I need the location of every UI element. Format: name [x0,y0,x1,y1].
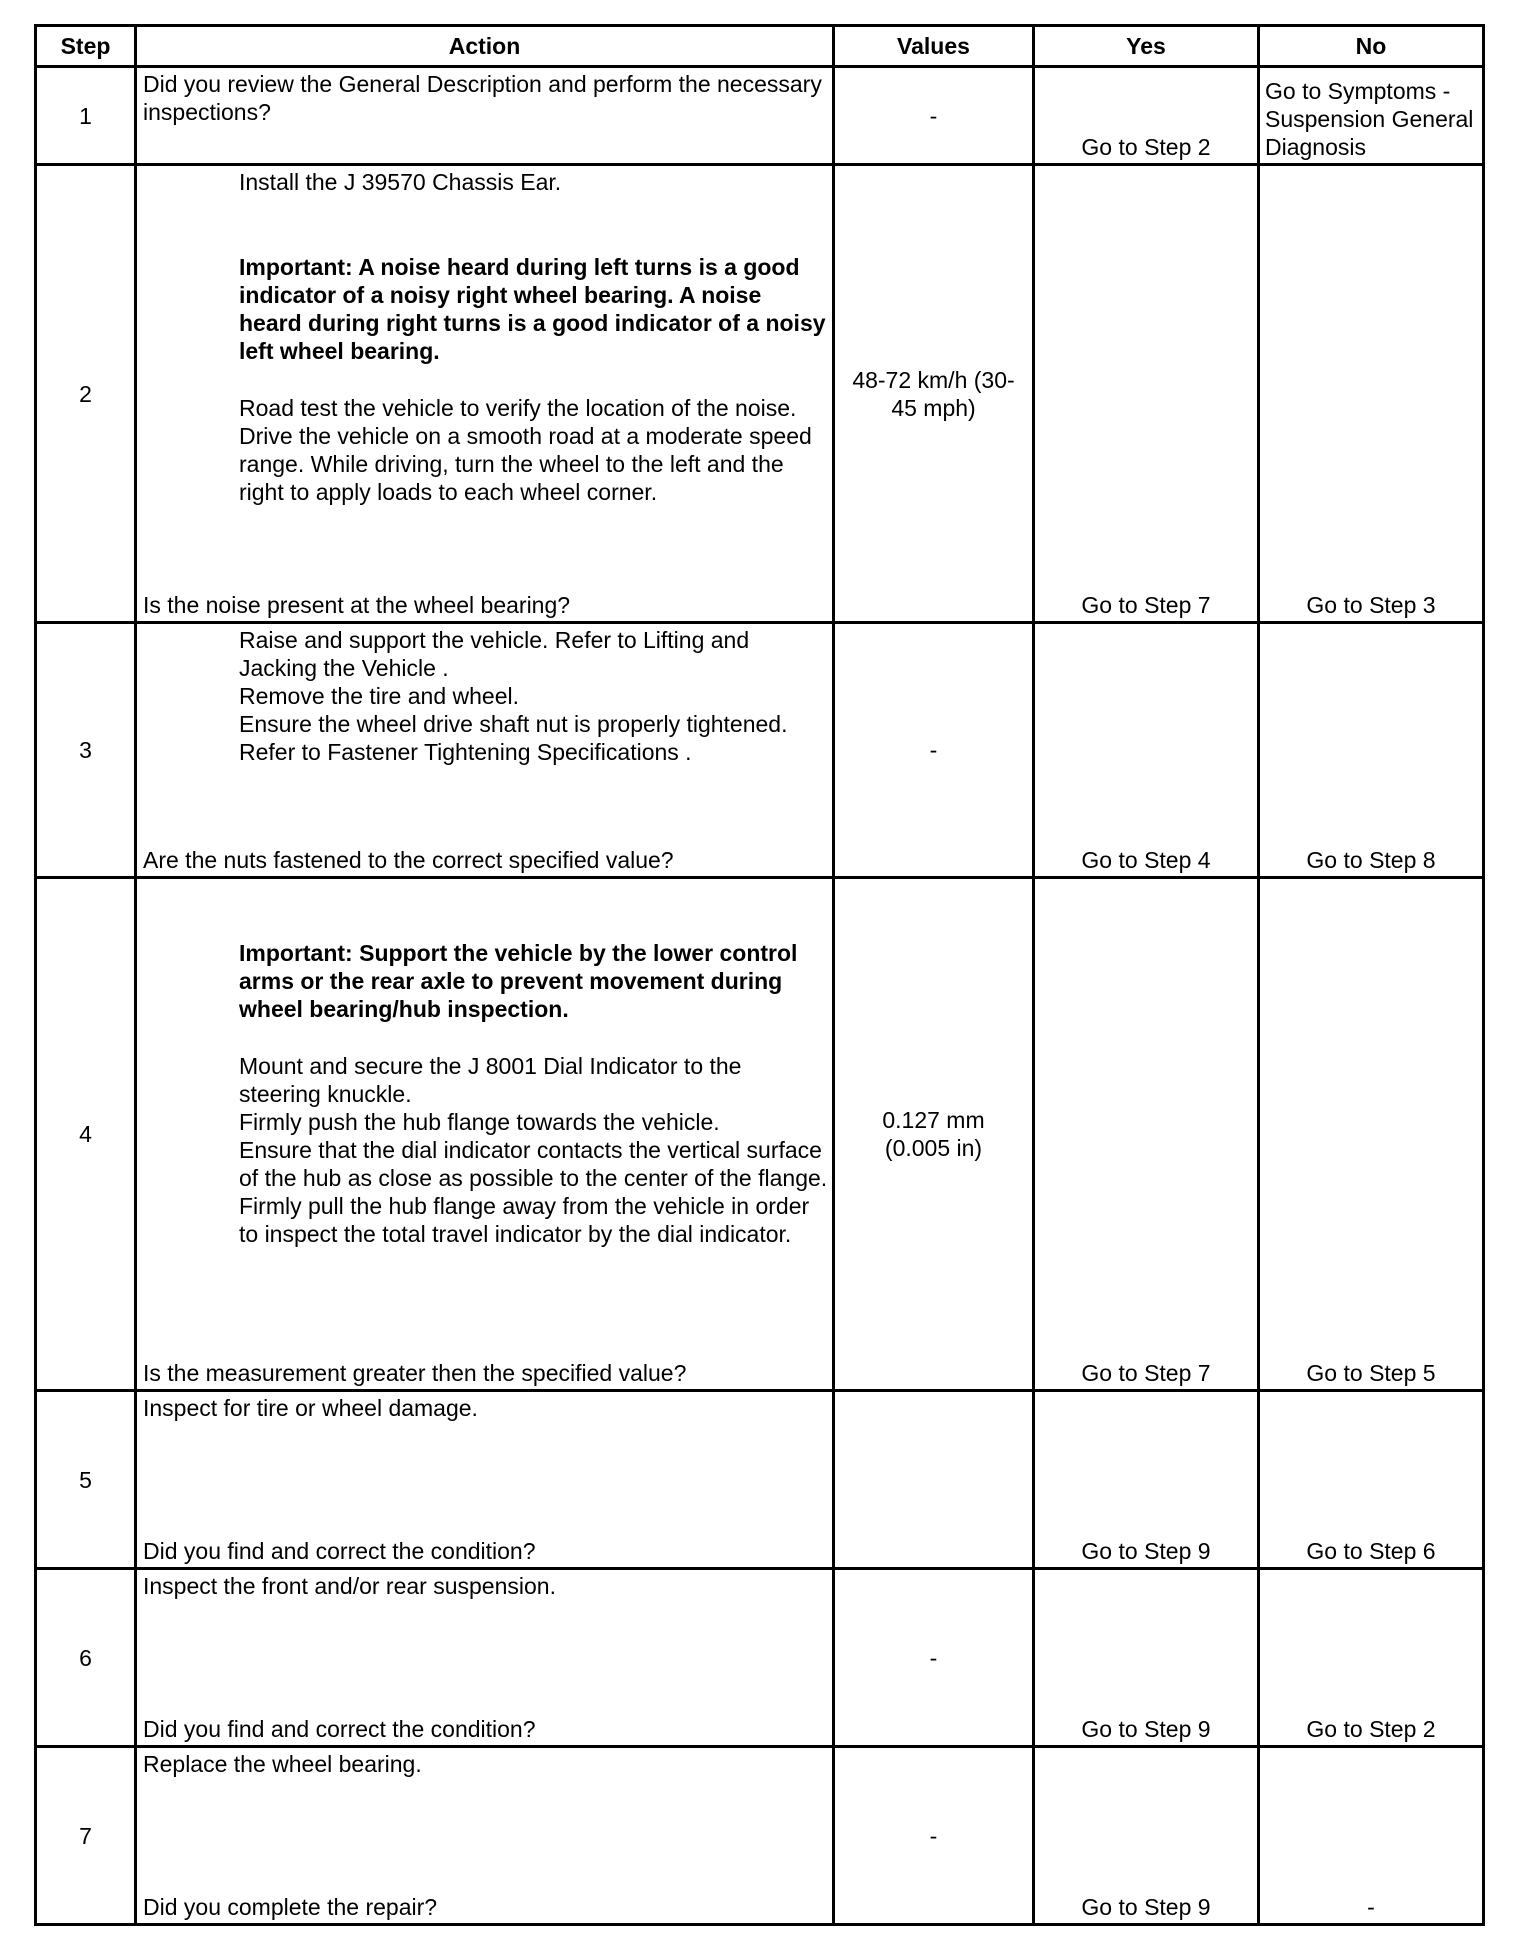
no-link: Go to Step 8 [1306,847,1436,873]
yes-cell [1034,67,1259,165]
yes-link: Go to Step 9 [1081,1894,1211,1920]
action-cell [136,1391,834,1569]
value-cell: - [834,1747,1034,1925]
action-cell [136,623,834,878]
no-link: Go to Step 3 [1306,592,1436,618]
yes-cell [1034,878,1259,1391]
instruction: Replace the wheel bearing. [143,1751,422,1777]
yes-link: Go to Step 9 [1081,1716,1211,1742]
instruction: Raise and support the vehicle. Refer to Lifting and Jacking the Vehicle . [239,627,750,681]
instruction: Firmly push the hub flange towards the vehicle. [239,1109,720,1135]
no-cell [1259,1569,1484,1747]
question-text: Is the measurement greater then the specified value? [143,1360,687,1386]
important-note: Important: Support the vehicle by the lower control arms or the rear axle to prevent movement during wheel bearing/hub inspection. [239,940,798,1022]
yes-link: Go to Step 2 [1081,134,1211,160]
no-cell [1259,1747,1484,1925]
table-row-step-2 [36,165,1484,623]
header-no: No [1259,26,1484,67]
yes-link: Go to Step 7 [1081,1360,1211,1386]
diagnostic-table [34,24,1485,1926]
no-link: Go to Step 6 [1306,1538,1436,1564]
value-text: 48-72 km/h (30-45 mph) [852,366,1015,421]
yes-cell [1034,1569,1259,1747]
value-cell [834,878,1034,1391]
action-cell [136,165,834,623]
no-cell [1259,1391,1484,1569]
question-text: Did you find and correct the condition? [143,1538,536,1564]
question-text: Did you complete the repair? [143,1894,438,1920]
table-row-step-6 [36,1569,1484,1747]
instruction: Firmly pull the hub flange away from the vehicle in order to inspect the total travel indicator by the dial indicator. [239,1193,810,1247]
no-link: Go to Symptoms - Suspension General Diagnosis [1265,78,1474,160]
value-text: 0.127 mm (0.005 in) [882,1107,985,1161]
header-yes: Yes [1034,26,1259,67]
instruction: Inspect the front and/or rear suspension. [143,1573,556,1599]
no-link: - [1367,1894,1375,1920]
instruction: Install the J 39570 Chassis Ear. [239,169,562,195]
header-step: Step [36,26,136,67]
value-cell [834,165,1034,623]
no-cell [1259,878,1484,1391]
action-cell [136,1747,834,1925]
header-row [36,26,1484,67]
value-cell: - [834,1569,1034,1747]
action-cell [136,67,834,165]
yes-cell [1034,1391,1259,1569]
instruction: Ensure that the dial indicator contacts the vertical surface of the hub as close as possible to the center of the flange. [239,1137,828,1191]
instruction: Remove the tire and wheel. [239,683,519,709]
question-text: Are the nuts fastened to the correct specified value? [143,847,674,873]
value-cell: - [834,67,1034,165]
question-text: Did you find and correct the condition? [143,1716,536,1742]
yes-cell [1034,623,1259,878]
value-cell: - [834,623,1034,878]
step-number: 5 [36,1391,136,1569]
no-link: Go to Step 2 [1306,1716,1436,1742]
no-cell [1259,165,1484,623]
step-number: 1 [36,67,136,165]
step-number: 3 [36,623,136,878]
instruction: Road test the vehicle to verify the location of the noise. Drive the vehicle on a smooth road at a moderate speed range. While driving, turn the wheel to the left and the right to apply loads to each wheel corner. [239,395,812,505]
action-cell [136,878,834,1391]
action-text: Did you review the General Description and perform the necessary inspections? [143,71,822,125]
yes-cell [1034,1747,1259,1925]
no-link: Go to Step 5 [1306,1360,1436,1386]
header-values: Values [834,26,1034,67]
yes-link: Go to Step 4 [1081,847,1211,873]
table-row-step-4 [36,878,1484,1391]
no-cell [1259,623,1484,878]
table-row-step-3 [36,623,1484,878]
no-cell [1259,67,1484,165]
question-text: Is the noise present at the wheel bearing? [143,592,571,618]
yes-cell [1034,165,1259,623]
header-action: Action [136,26,834,67]
table-row-step-5 [36,1391,1484,1569]
table-row-step-7 [36,1747,1484,1925]
yes-link: Go to Step 9 [1081,1538,1211,1564]
yes-link: Go to Step 7 [1081,592,1211,618]
action-cell [136,1569,834,1747]
step-number: 4 [36,878,136,1391]
important-note: Important: A noise heard during left turns is a good indicator of a noisy right wheel bearing. A noise heard during right turns is a good indicator of a noisy left wheel bearing. [239,254,826,364]
step-number: 2 [36,165,136,623]
table-row-step-1 [36,67,1484,165]
instruction: Mount and secure the J 8001 Dial Indicator to the steering knuckle. [239,1053,742,1107]
value-cell [834,1391,1034,1569]
instruction: Ensure the wheel drive shaft nut is properly tightened. Refer to Fastener Tightening Specifications . [239,711,788,765]
instruction: Inspect for tire or wheel damage. [143,1395,478,1421]
step-number: 6 [36,1569,136,1747]
step-number: 7 [36,1747,136,1925]
